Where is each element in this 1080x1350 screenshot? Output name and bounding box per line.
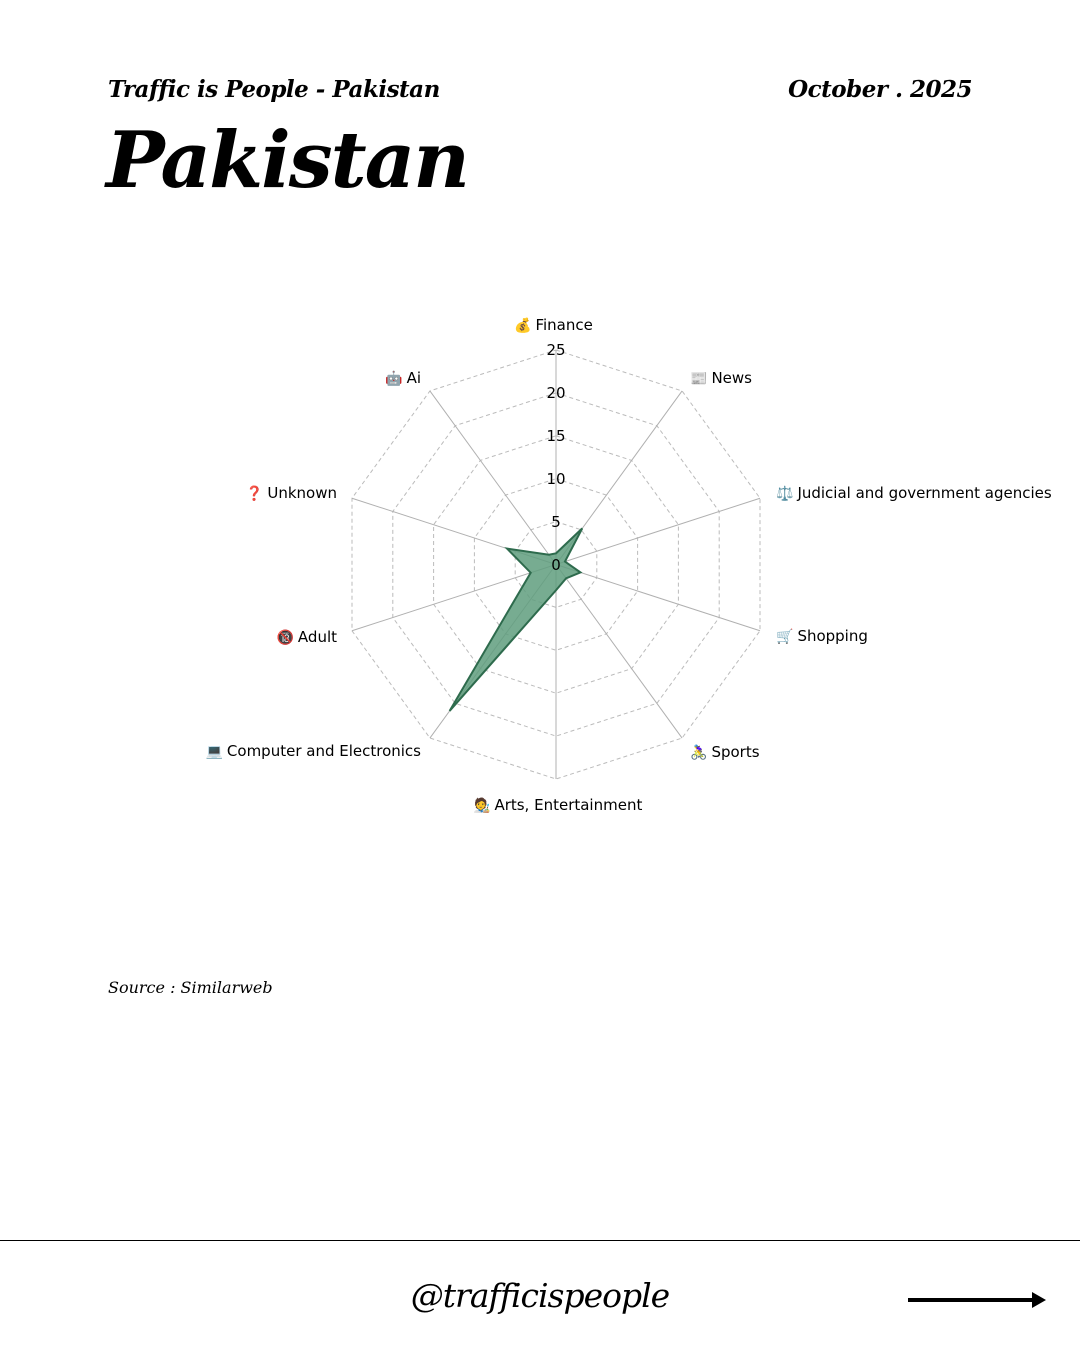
footer-divider: [0, 1240, 1080, 1241]
axis-label-text: Finance: [535, 316, 593, 334]
social-handle[interactable]: @trafficispeople: [410, 1276, 670, 1315]
axis-label-text: Arts, Entertainment: [494, 796, 643, 814]
radial-tick-label: 15: [546, 426, 566, 445]
axis-label-computer-and-electronics: [205, 742, 421, 761]
robot-icon: 🤖: [385, 371, 403, 387]
axis-label-text: Judicial and government agencies: [797, 484, 1052, 502]
axis-spoke: [430, 391, 556, 565]
woman-biking-icon: 🚴‍♀️: [690, 745, 708, 761]
axis-label-unknown: [246, 484, 337, 503]
artist-icon: 🧑‍🎨: [473, 798, 491, 814]
radial-tick-label: 0: [551, 555, 561, 574]
arrow-right-icon[interactable]: [908, 1291, 1048, 1309]
axis-label-arts-entertainment: [473, 796, 642, 815]
axis-spoke: [556, 565, 682, 739]
question-mark-icon: ❓: [245, 486, 264, 502]
laptop-icon: 💻: [205, 744, 223, 760]
radial-tick-label: 10: [546, 469, 566, 488]
shopping-cart-icon: 🛒: [776, 629, 794, 645]
money-bag-icon: 💰: [514, 318, 532, 334]
axis-label-adult: [276, 628, 337, 647]
newspaper-icon: 📰: [690, 371, 708, 387]
no-one-under-18-icon: 🔞: [276, 630, 294, 646]
axis-label-news: [690, 369, 752, 388]
axis-label-judicial-and-government-agencies: [776, 484, 1052, 503]
axis-label-ai: [385, 369, 421, 388]
axis-label-shopping: [776, 627, 868, 646]
page-title: Pakistan: [106, 115, 468, 206]
data-series-polygon: [450, 528, 583, 711]
axis-spoke: [556, 565, 760, 631]
radial-tick-label: 20: [546, 383, 566, 402]
axis-label-text: Sports: [711, 743, 760, 761]
axis-label-text: Adult: [297, 628, 337, 646]
axis-label-text: Ai: [406, 369, 421, 387]
axis-label-sports: [690, 743, 760, 762]
radial-tick-label: 5: [551, 512, 561, 531]
page-subtitle: Traffic is People - Pakistan: [108, 76, 440, 103]
axis-label-text: News: [711, 369, 752, 387]
radial-tick-label: 25: [546, 341, 566, 359]
axis-label-finance: [514, 316, 593, 335]
balance-scale-icon: ⚖️: [776, 486, 794, 502]
axis-spoke: [556, 498, 760, 564]
date-label: October . 2025: [788, 76, 972, 103]
source-note: Source : Similarweb: [108, 978, 273, 997]
axis-label-text: Unknown: [267, 484, 337, 502]
axis-label-text: Shopping: [797, 627, 868, 645]
axis-label-text: Computer and Electronics: [226, 742, 421, 760]
